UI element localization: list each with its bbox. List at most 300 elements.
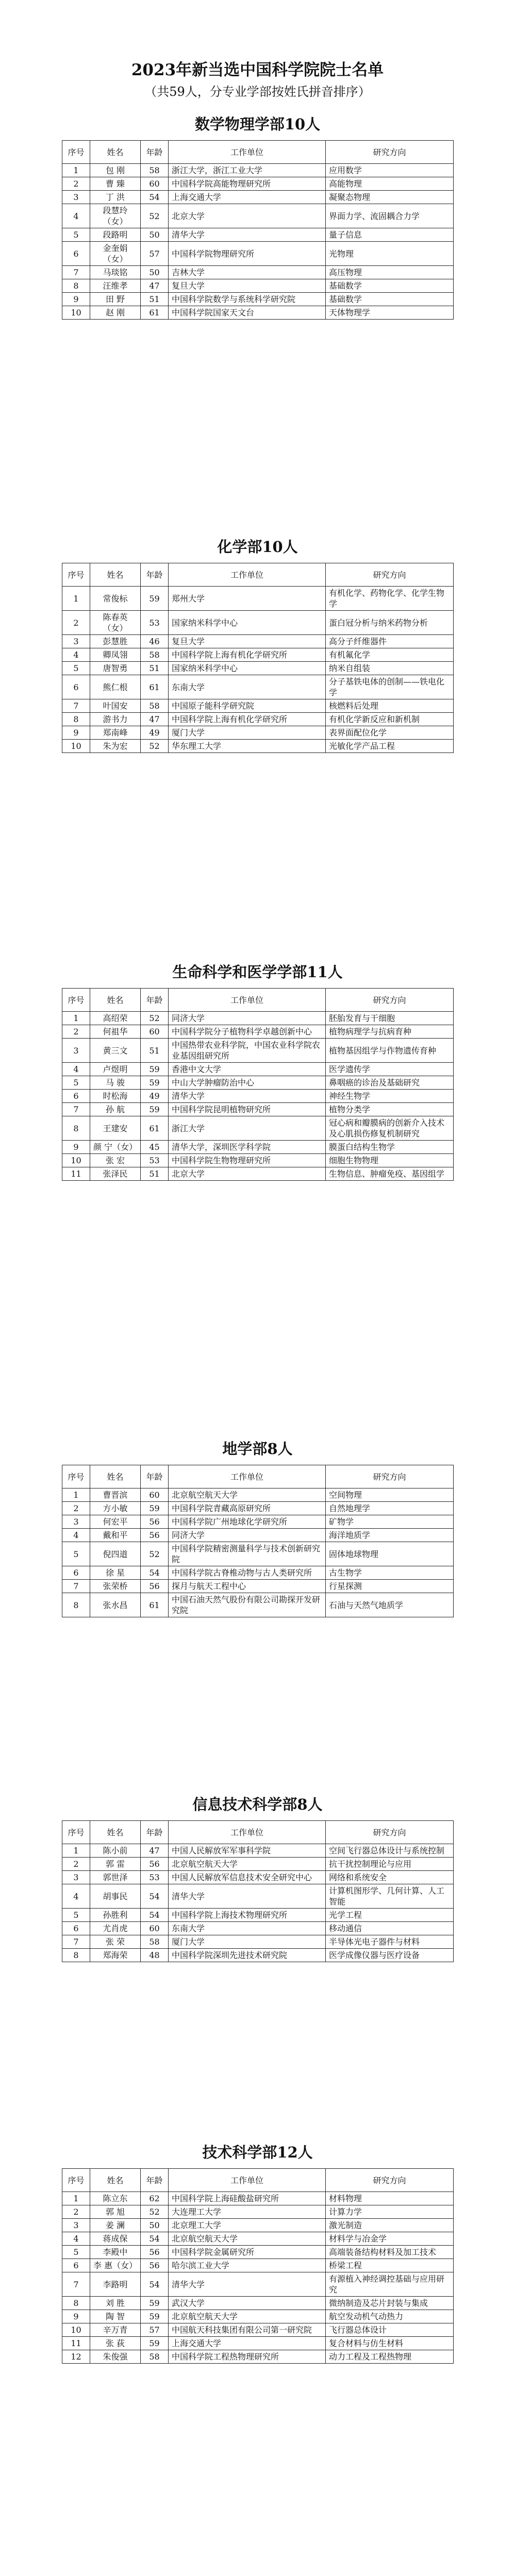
row-index: 6 bbox=[62, 2259, 90, 2272]
member-name: 张水昌 bbox=[90, 1593, 141, 1617]
member-age: 54 bbox=[141, 191, 169, 204]
column-header: 序号 bbox=[62, 141, 90, 164]
row-index: 1 bbox=[62, 1012, 90, 1025]
work-unit: 中国科学院古脊椎动物与古人类研究所 bbox=[169, 1566, 326, 1580]
member-name: 张泽民 bbox=[90, 1167, 141, 1181]
table-row bbox=[62, 2259, 454, 2272]
member-age: 54 bbox=[141, 2272, 169, 2297]
column-header: 工作单位 bbox=[169, 563, 326, 587]
row-index: 3 bbox=[62, 635, 90, 648]
research-field: 自然地理学 bbox=[326, 1502, 454, 1515]
members-table bbox=[62, 140, 454, 320]
table-row bbox=[62, 1502, 454, 1515]
member-age: 49 bbox=[141, 1090, 169, 1103]
table-row bbox=[62, 2350, 454, 2364]
table-row bbox=[62, 1039, 454, 1063]
work-unit: 同济大学 bbox=[169, 1529, 326, 1542]
work-unit: 北京航空航天大学 bbox=[169, 1858, 326, 1871]
work-unit: 中国科学院精密测量科学与技术创新研究院 bbox=[169, 1542, 326, 1566]
work-unit: 清华大学 bbox=[169, 2272, 326, 2297]
column-header: 序号 bbox=[62, 1465, 90, 1488]
table-row bbox=[62, 2297, 454, 2310]
column-header: 工作单位 bbox=[169, 141, 326, 164]
research-field: 界面力学、流固耦合力学 bbox=[326, 204, 454, 228]
research-field: 材料学与冶金学 bbox=[326, 2232, 454, 2246]
member-age: 53 bbox=[141, 1871, 169, 1884]
member-age: 60 bbox=[141, 1922, 169, 1935]
table-row bbox=[62, 662, 454, 675]
member-age: 52 bbox=[141, 204, 169, 228]
section-4 bbox=[62, 1433, 453, 1617]
member-name: 陈立东 bbox=[90, 2192, 141, 2205]
table-row bbox=[62, 1025, 454, 1039]
member-age: 58 bbox=[141, 699, 169, 713]
work-unit: 中山大学肿瘤防治中心 bbox=[169, 1076, 326, 1090]
section-title: 化学部10人 bbox=[217, 538, 298, 556]
member-age: 56 bbox=[141, 2246, 169, 2259]
row-index: 4 bbox=[62, 1529, 90, 1542]
member-name: 卿凤翎 bbox=[90, 648, 141, 662]
member-age: 47 bbox=[141, 1844, 169, 1858]
work-unit: 中国航天科技集团有限公司第一研究院 bbox=[169, 2323, 326, 2337]
table-row bbox=[62, 2272, 454, 2297]
row-index: 5 bbox=[62, 1076, 90, 1090]
member-name: 辛万青 bbox=[90, 2323, 141, 2337]
member-age: 50 bbox=[141, 2219, 169, 2232]
row-index: 2 bbox=[62, 611, 90, 635]
work-unit: 中国科学院国家天文台 bbox=[169, 306, 326, 320]
work-unit: 国家纳米科学中心 bbox=[169, 662, 326, 675]
column-header: 研究方向 bbox=[326, 1465, 454, 1488]
section-6 bbox=[62, 2136, 453, 2364]
research-field: 医学成像仪器与医疗设备 bbox=[326, 1949, 454, 1962]
research-field: 植物分类学 bbox=[326, 1103, 454, 1116]
research-field: 植物病理学与抗病育种 bbox=[326, 1025, 454, 1039]
member-name: 朱为宏 bbox=[90, 740, 141, 753]
work-unit: 中国科学院昆明植物研究所 bbox=[169, 1103, 326, 1116]
row-index: 4 bbox=[62, 1884, 90, 1909]
member-age: 46 bbox=[141, 635, 169, 648]
table-row bbox=[62, 1515, 454, 1529]
column-header: 序号 bbox=[62, 1821, 90, 1844]
table-header-row bbox=[62, 989, 454, 1012]
table-row bbox=[62, 2219, 454, 2232]
row-index: 9 bbox=[62, 1141, 90, 1154]
column-header: 序号 bbox=[62, 563, 90, 587]
member-name: 张荣桥 bbox=[90, 1580, 141, 1593]
member-age: 60 bbox=[141, 1025, 169, 1039]
member-name: 孙 航 bbox=[90, 1103, 141, 1116]
work-unit: 武汉大学 bbox=[169, 2297, 326, 2310]
table-row bbox=[62, 1090, 454, 1103]
member-age: 50 bbox=[141, 228, 169, 242]
member-name: 彭慧胜 bbox=[90, 635, 141, 648]
row-index: 2 bbox=[62, 1858, 90, 1871]
table-row bbox=[62, 2310, 454, 2323]
row-index: 7 bbox=[62, 266, 90, 279]
member-age: 53 bbox=[141, 1154, 169, 1167]
member-name: 丁 洪 bbox=[90, 191, 141, 204]
work-unit: 中国人民解放军军事科学院 bbox=[169, 1844, 326, 1858]
table-header-row bbox=[62, 1465, 454, 1488]
column-header: 工作单位 bbox=[169, 989, 326, 1012]
section-3 bbox=[62, 956, 453, 1181]
member-name: 刘 胜 bbox=[90, 2297, 141, 2310]
section-title: 信息技术科学部8人 bbox=[192, 1796, 323, 1813]
row-index: 2 bbox=[62, 1502, 90, 1515]
section-2 bbox=[62, 531, 453, 753]
row-index: 8 bbox=[62, 713, 90, 726]
row-index: 4 bbox=[62, 2232, 90, 2246]
column-header: 工作单位 bbox=[169, 2169, 326, 2192]
work-unit: 中国科学院青藏高原研究所 bbox=[169, 1502, 326, 1515]
members-table bbox=[62, 1465, 454, 1617]
table-row bbox=[62, 1922, 454, 1935]
member-name: 陶 智 bbox=[90, 2310, 141, 2323]
member-age: 61 bbox=[141, 1593, 169, 1617]
member-name: 高绍荣 bbox=[90, 1012, 141, 1025]
column-header: 姓名 bbox=[90, 563, 141, 587]
research-field: 纳米自组装 bbox=[326, 662, 454, 675]
member-name: 汪维孝 bbox=[90, 279, 141, 293]
column-header: 序号 bbox=[62, 989, 90, 1012]
row-index: 5 bbox=[62, 662, 90, 675]
table-row bbox=[62, 1529, 454, 1542]
member-name: 倪四道 bbox=[90, 1542, 141, 1566]
research-field: 光敏化学产品工程 bbox=[326, 740, 454, 753]
work-unit: 郑州大学 bbox=[169, 587, 326, 611]
row-index: 2 bbox=[62, 177, 90, 191]
table-header-row bbox=[62, 563, 454, 587]
member-name: 黄三文 bbox=[90, 1039, 141, 1063]
work-unit: 中国科学院物理研究所 bbox=[169, 242, 326, 266]
row-index: 7 bbox=[62, 1103, 90, 1116]
member-name: 方小敏 bbox=[90, 1502, 141, 1515]
research-field: 核燃料后处理 bbox=[326, 699, 454, 713]
member-name: 张 荻 bbox=[90, 2337, 141, 2350]
table-row bbox=[62, 1141, 454, 1154]
table-row bbox=[62, 648, 454, 662]
work-unit: 中国科学院分子植物科学卓越创新中心 bbox=[169, 1025, 326, 1039]
table-row bbox=[62, 228, 454, 242]
row-index: 8 bbox=[62, 1949, 90, 1962]
research-field: 动力工程及工程热物理 bbox=[326, 2350, 454, 2364]
work-unit: 北京航空航天大学 bbox=[169, 2232, 326, 2246]
page-subtitle: （共59人，分专业学部按姓氏拼音排序） bbox=[144, 85, 371, 99]
row-index: 3 bbox=[62, 191, 90, 204]
section-title: 数学物理学部10人 bbox=[194, 115, 321, 133]
member-name: 郭世泽 bbox=[90, 1871, 141, 1884]
column-header: 年龄 bbox=[141, 2169, 169, 2192]
member-age: 54 bbox=[141, 1566, 169, 1580]
member-age: 57 bbox=[141, 242, 169, 266]
member-age: 52 bbox=[141, 740, 169, 753]
row-index: 5 bbox=[62, 228, 90, 242]
research-field: 飞行器总体设计 bbox=[326, 2323, 454, 2337]
table-row bbox=[62, 2337, 454, 2350]
row-index: 3 bbox=[62, 1871, 90, 1884]
row-index: 9 bbox=[62, 2310, 90, 2323]
row-index: 3 bbox=[62, 2219, 90, 2232]
member-name: 陈小前 bbox=[90, 1844, 141, 1858]
row-index: 9 bbox=[62, 726, 90, 740]
row-index: 11 bbox=[62, 2337, 90, 2350]
member-name: 姜 澜 bbox=[90, 2219, 141, 2232]
table-row bbox=[62, 726, 454, 740]
research-field: 蛋白冠分析与纳米药物分析 bbox=[326, 611, 454, 635]
work-unit: 复旦大学 bbox=[169, 279, 326, 293]
table-row bbox=[62, 279, 454, 293]
work-unit: 国家纳米科学中心 bbox=[169, 611, 326, 635]
research-field: 有源植入神经调控基础与应用研究 bbox=[326, 2272, 454, 2297]
table-row bbox=[62, 266, 454, 279]
work-unit: 中国科学院上海技术物理研究所 bbox=[169, 1909, 326, 1922]
work-unit: 中国科学院深圳先进技术研究院 bbox=[169, 1949, 326, 1962]
table-row bbox=[62, 1884, 454, 1909]
member-name: 蒋成保 bbox=[90, 2232, 141, 2246]
work-unit: 浙江大学，浙江工业大学 bbox=[169, 164, 326, 177]
table-row bbox=[62, 1593, 454, 1617]
member-name: 王建安 bbox=[90, 1116, 141, 1141]
member-name: 包 刚 bbox=[90, 164, 141, 177]
column-header: 年龄 bbox=[141, 141, 169, 164]
research-field: 复合材料与仿生材料 bbox=[326, 2337, 454, 2350]
member-name: 张 荣 bbox=[90, 1935, 141, 1949]
work-unit: 华东理工大学 bbox=[169, 740, 326, 753]
work-unit: 大连理工大学 bbox=[169, 2205, 326, 2219]
table-row bbox=[62, 587, 454, 611]
table-row bbox=[62, 1949, 454, 1962]
row-index: 9 bbox=[62, 293, 90, 306]
member-age: 59 bbox=[141, 2297, 169, 2310]
table-header-row bbox=[62, 141, 454, 164]
table-row bbox=[62, 635, 454, 648]
research-field: 计算力学 bbox=[326, 2205, 454, 2219]
table-row bbox=[62, 1012, 454, 1025]
member-age: 53 bbox=[141, 611, 169, 635]
research-field: 有机氟化学 bbox=[326, 648, 454, 662]
member-age: 58 bbox=[141, 648, 169, 662]
section-title: 生命科学和医学学部11人 bbox=[172, 963, 343, 981]
column-header: 年龄 bbox=[141, 989, 169, 1012]
member-age: 47 bbox=[141, 713, 169, 726]
row-index: 11 bbox=[62, 1167, 90, 1181]
work-unit: 东南大学 bbox=[169, 1922, 326, 1935]
table-row bbox=[62, 611, 454, 635]
column-header: 工作单位 bbox=[169, 1821, 326, 1844]
member-name: 段路明 bbox=[90, 228, 141, 242]
table-row bbox=[62, 242, 454, 266]
research-field: 分子基铁电体的创制——铁电化学 bbox=[326, 675, 454, 699]
row-index: 3 bbox=[62, 1515, 90, 1529]
work-unit: 北京航空航天大学 bbox=[169, 2310, 326, 2323]
members-table bbox=[62, 563, 454, 753]
member-name: 郑海荣 bbox=[90, 1949, 141, 1962]
table-row bbox=[62, 713, 454, 726]
research-field: 半导体光电子器件与材料 bbox=[326, 1935, 454, 1949]
member-age: 54 bbox=[141, 1909, 169, 1922]
work-unit: 探月与航天工程中心 bbox=[169, 1580, 326, 1593]
research-field: 航空发动机气动热力 bbox=[326, 2310, 454, 2323]
row-index: 7 bbox=[62, 2272, 90, 2297]
row-index: 10 bbox=[62, 740, 90, 753]
member-name: 常俊标 bbox=[90, 587, 141, 611]
work-unit: 中国科学院金属研究所 bbox=[169, 2246, 326, 2259]
member-age: 52 bbox=[141, 1542, 169, 1566]
member-age: 51 bbox=[141, 1039, 169, 1063]
research-field: 胚胎发育与干细胞 bbox=[326, 1012, 454, 1025]
table-row bbox=[62, 2192, 454, 2205]
research-field: 基础数学 bbox=[326, 279, 454, 293]
table-row bbox=[62, 1580, 454, 1593]
table-row bbox=[62, 306, 454, 320]
table-row bbox=[62, 675, 454, 699]
members-table bbox=[62, 2168, 454, 2364]
member-name: 孙胜利 bbox=[90, 1909, 141, 1922]
work-unit: 中国科学院上海硅酸盐研究所 bbox=[169, 2192, 326, 2205]
member-name: 李 惠（女） bbox=[90, 2259, 141, 2272]
column-header: 姓名 bbox=[90, 989, 141, 1012]
member-age: 49 bbox=[141, 726, 169, 740]
column-header: 研究方向 bbox=[326, 141, 454, 164]
page-title: 2023年新当选中国科学院院士名单 bbox=[131, 61, 384, 79]
research-field: 鼻咽癌的诊治及基础研究 bbox=[326, 1076, 454, 1090]
member-age: 59 bbox=[141, 587, 169, 611]
row-index: 6 bbox=[62, 242, 90, 266]
member-name: 田 野 bbox=[90, 293, 141, 306]
research-field: 矿物学 bbox=[326, 1515, 454, 1529]
member-age: 58 bbox=[141, 2350, 169, 2364]
row-index: 8 bbox=[62, 2297, 90, 2310]
work-unit: 哈尔滨工业大学 bbox=[169, 2259, 326, 2272]
research-field: 细胞生物物理 bbox=[326, 1154, 454, 1167]
work-unit: 中国科学院广州地球化学研究所 bbox=[169, 1515, 326, 1529]
row-index: 6 bbox=[62, 675, 90, 699]
research-field: 桥梁工程 bbox=[326, 2259, 454, 2272]
member-name: 颜 宁（女） bbox=[90, 1141, 141, 1154]
row-index: 4 bbox=[62, 1063, 90, 1076]
table-row bbox=[62, 2205, 454, 2219]
member-age: 48 bbox=[141, 1949, 169, 1962]
research-field: 固体地球物理 bbox=[326, 1542, 454, 1566]
work-unit: 中国热带农业科学院，中国农业科学院农业基因组研究所 bbox=[169, 1039, 326, 1063]
row-index: 4 bbox=[62, 204, 90, 228]
row-index: 10 bbox=[62, 306, 90, 320]
section-1 bbox=[62, 108, 453, 320]
member-age: 56 bbox=[141, 1858, 169, 1871]
member-name: 叶国安 bbox=[90, 699, 141, 713]
table-header-row bbox=[62, 2169, 454, 2192]
table-row bbox=[62, 1167, 454, 1181]
research-field: 移动通信 bbox=[326, 1922, 454, 1935]
member-name: 游书力 bbox=[90, 713, 141, 726]
row-index: 6 bbox=[62, 1090, 90, 1103]
table-row bbox=[62, 177, 454, 191]
row-index: 7 bbox=[62, 699, 90, 713]
member-age: 47 bbox=[141, 279, 169, 293]
table-row bbox=[62, 740, 454, 753]
row-index: 1 bbox=[62, 2192, 90, 2205]
member-age: 59 bbox=[141, 1063, 169, 1076]
work-unit: 中国科学院生物物理研究所 bbox=[169, 1154, 326, 1167]
table-row bbox=[62, 191, 454, 204]
row-index: 10 bbox=[62, 2323, 90, 2337]
research-field: 高端装备结构材料及加工技术 bbox=[326, 2246, 454, 2259]
table-row bbox=[62, 2246, 454, 2259]
research-field: 计算机图形学、几何计算、人工智能 bbox=[326, 1884, 454, 1909]
member-age: 59 bbox=[141, 1103, 169, 1116]
research-field: 材料物理 bbox=[326, 2192, 454, 2205]
work-unit: 北京理工大学 bbox=[169, 2219, 326, 2232]
column-header: 姓名 bbox=[90, 2169, 141, 2192]
work-unit: 中国石油天然气股份有限公司勘探开发研究院 bbox=[169, 1593, 326, 1617]
column-header: 姓名 bbox=[90, 1465, 141, 1488]
member-name: 朱俊强 bbox=[90, 2350, 141, 2364]
member-age: 54 bbox=[141, 1884, 169, 1909]
research-field: 微纳制造及芯片封装与集成 bbox=[326, 2297, 454, 2310]
research-field: 网络和系统安全 bbox=[326, 1871, 454, 1884]
table-row bbox=[62, 1935, 454, 1949]
table-row bbox=[62, 1542, 454, 1566]
row-index: 8 bbox=[62, 1116, 90, 1141]
table-row bbox=[62, 164, 454, 177]
research-field: 海洋地质学 bbox=[326, 1529, 454, 1542]
section-5 bbox=[62, 1788, 453, 1962]
row-index: 4 bbox=[62, 648, 90, 662]
research-field: 膜蛋白结构生物学 bbox=[326, 1141, 454, 1154]
member-name: 马 骏 bbox=[90, 1076, 141, 1090]
row-index: 1 bbox=[62, 1844, 90, 1858]
member-name: 赵 刚 bbox=[90, 306, 141, 320]
member-name: 何宏平 bbox=[90, 1515, 141, 1529]
member-age: 62 bbox=[141, 2192, 169, 2205]
research-field: 生物信息、肿瘤免疫、基因组学 bbox=[326, 1167, 454, 1181]
table-row bbox=[62, 1871, 454, 1884]
member-age: 59 bbox=[141, 1502, 169, 1515]
work-unit: 清华大学，深圳医学科学院 bbox=[169, 1141, 326, 1154]
member-name: 郑南峰 bbox=[90, 726, 141, 740]
row-index: 1 bbox=[62, 164, 90, 177]
row-index: 3 bbox=[62, 1039, 90, 1063]
table-row bbox=[62, 699, 454, 713]
column-header: 工作单位 bbox=[169, 1465, 326, 1488]
member-age: 52 bbox=[141, 1012, 169, 1025]
member-name: 曹 臻 bbox=[90, 177, 141, 191]
work-unit: 吉林大学 bbox=[169, 266, 326, 279]
member-age: 61 bbox=[141, 306, 169, 320]
member-age: 58 bbox=[141, 1935, 169, 1949]
research-field: 医学遗传学 bbox=[326, 1063, 454, 1076]
row-index: 1 bbox=[62, 1488, 90, 1502]
research-field: 基础数学 bbox=[326, 293, 454, 306]
member-age: 56 bbox=[141, 2259, 169, 2272]
member-age: 54 bbox=[141, 2232, 169, 2246]
member-name: 何祖华 bbox=[90, 1025, 141, 1039]
member-name: 唐智勇 bbox=[90, 662, 141, 675]
member-age: 56 bbox=[141, 1529, 169, 1542]
column-header: 研究方向 bbox=[326, 1821, 454, 1844]
table-row bbox=[62, 1116, 454, 1141]
work-unit: 北京航空航天大学 bbox=[169, 1488, 326, 1502]
column-header: 年龄 bbox=[141, 563, 169, 587]
row-index: 6 bbox=[62, 1566, 90, 1580]
work-unit: 北京大学 bbox=[169, 1167, 326, 1181]
member-name: 曹晋滨 bbox=[90, 1488, 141, 1502]
column-header: 研究方向 bbox=[326, 2169, 454, 2192]
research-field: 高压物理 bbox=[326, 266, 454, 279]
members-table bbox=[62, 1820, 454, 1962]
row-index: 5 bbox=[62, 1542, 90, 1566]
